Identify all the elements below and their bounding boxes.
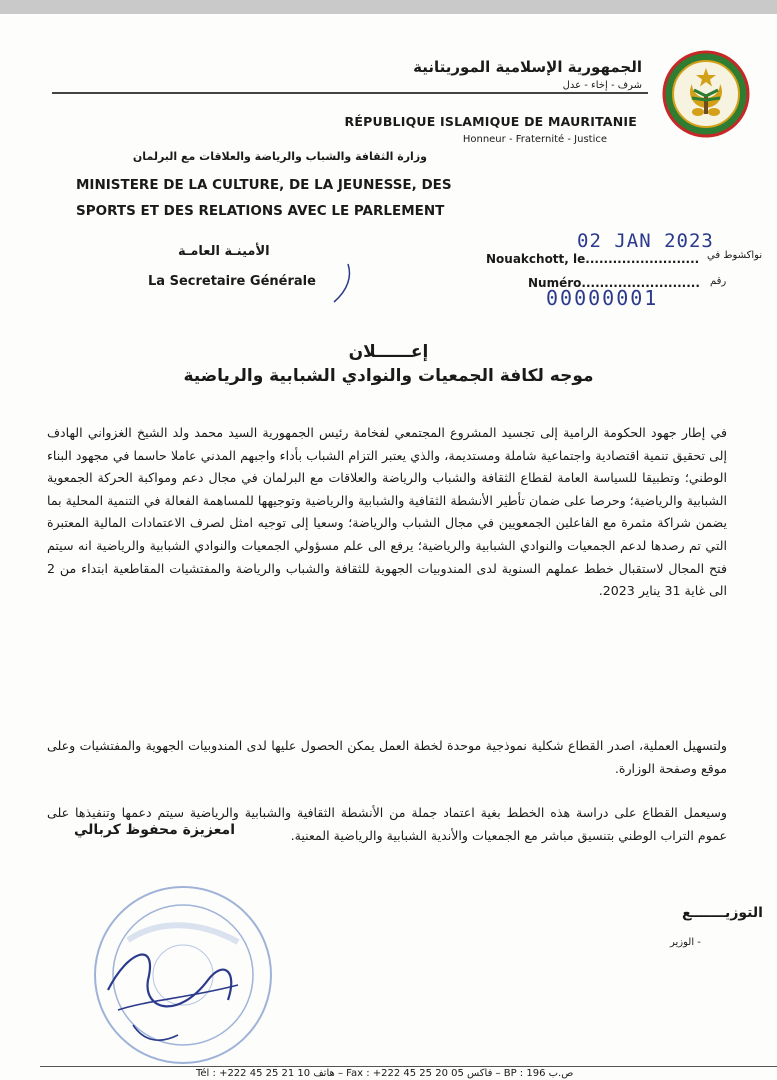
ministry-arabic: وزارة الثقافة والشباب والرياضة والعلاقات مع البرلمان <box>132 150 427 163</box>
signatory-name: امعزيزة محفوظ كربالي <box>74 822 235 838</box>
secretariat-arabic: الأمينـة العامـة <box>178 244 270 259</box>
announcement-paragraph-3: وسيعمل القطاع على دراسة هذه الخطط بغية اعتماد جملة من الأنشطة الثقافية والشبابية والرياضية سيتم دعمها وتنفيذها على عموم التراب الوطني بتنسيق مباشر مع الجمعيات والأندية الشبابية والرياضية المعنية. <box>47 805 727 843</box>
location-label-arabic: نواكشوط في <box>707 250 763 261</box>
official-seal-icon <box>88 880 278 1070</box>
header-arabic-motto: شرف - إخاء - عدل <box>562 80 642 91</box>
paraph-mark-icon <box>330 262 354 306</box>
ministry-french <box>76 172 452 224</box>
national-emblem-icon <box>662 50 750 138</box>
footer-contact: Tél : +222 45 25 21 10 هاتف – Fax : +222 45 25 20 05 فاكس – BP : 196 ص.ب <box>196 1068 574 1079</box>
announcement-paragraph-1: في إطار جهود الحكومة الرامية إلى تجسيد المشروع المجتمعي لفخامة رئيس الجمهورية السيد محمد ولد الشيخ الغزواني الهادف إلى تحقيق تنمية اقتصادية واجتماعية شاملة ومستديمة، والذي يعتبر التزام الشباب بأداء واجبهم المدني عاملا حاسما في مجهود البناء الوطني؛ وتطبيقا للسياسة العامة لقطاع الثقافة والشباب والرياضة والعلاقات مع البرلمان في مجال دعم ومواكبة الحركة الجمعوية الشبابية والرياضية؛ وحرصا على ضمان تأطير الأنشطة الثقافية والشبابية والرياضية وتوجيهها للمساهمة الفعالة في التنمية المحلية بما يضمن شراكة مثمرة مع الفاعلين الجمعويين في مجال الشباب والرياضة؛ وسعيا إلى توجيه امثل لصرف الاعتمادات المالية المعتبرة التي تم رصدها لدعم الجمعيات والنوادي الشبابية والرياضية؛ يرفع الى علم مسؤولي الجمعيات والنوادي الشبابية والرياضية انه سيتم فتح المجال لاستقبال خطط عملهم السنوية لدى المندوبيات الجهوية للثقافة والشباب والرياضة والمفتشيات المقاطعية ابتداء من 2 الى غاية 31 يناير 2023. <box>47 425 727 599</box>
announcement-title: إعــــــلان <box>348 342 429 362</box>
top-margin-bar <box>0 0 777 14</box>
number-label: Numéro.......................... <box>528 276 700 290</box>
ministry-french-line2: SPORTS ET DES RELATIONS AVEC LE PARLEMENT <box>76 203 445 219</box>
number-label-arabic: رقم <box>710 276 727 287</box>
header-divider <box>52 92 648 94</box>
location-label: Nouakchott, le......................... <box>486 252 700 266</box>
announcement-subtitle: موجه لكافة الجمعيات والنوادي الشبابية والرياضية <box>183 366 594 386</box>
distribution-item: - الوزير <box>670 937 701 948</box>
header-french-title: RÉPUBLIQUE ISLAMIQUE DE MAURITANIE <box>344 114 637 129</box>
date-stamp: 02 JAN 2023 <box>577 230 714 252</box>
header-arabic-title: الجمهورية الإسلامية الموريتانية <box>413 58 642 76</box>
announcement-paragraph-2: ولتسهيل العملية، اصدر القطاع شكلية نموذجية موحدة لخطة العمل يمكن الحصول عليها لدى المندوبيات الجهوية والمفتشيات وعلى موقع وصفحة الوزارة. <box>47 738 727 776</box>
secretariat-french: La Secretaire Générale <box>148 274 316 289</box>
distribution-title: التوزيـــــــع <box>682 905 763 921</box>
ministry-french-line1: MINISTERE DE LA CULTURE, DE LA JEUNESSE, DES <box>76 177 452 193</box>
header-french-motto: Honneur - Fraternité - Justice <box>462 134 607 145</box>
number-stamp: 00000001 <box>546 286 659 310</box>
footer-divider <box>40 1066 777 1067</box>
